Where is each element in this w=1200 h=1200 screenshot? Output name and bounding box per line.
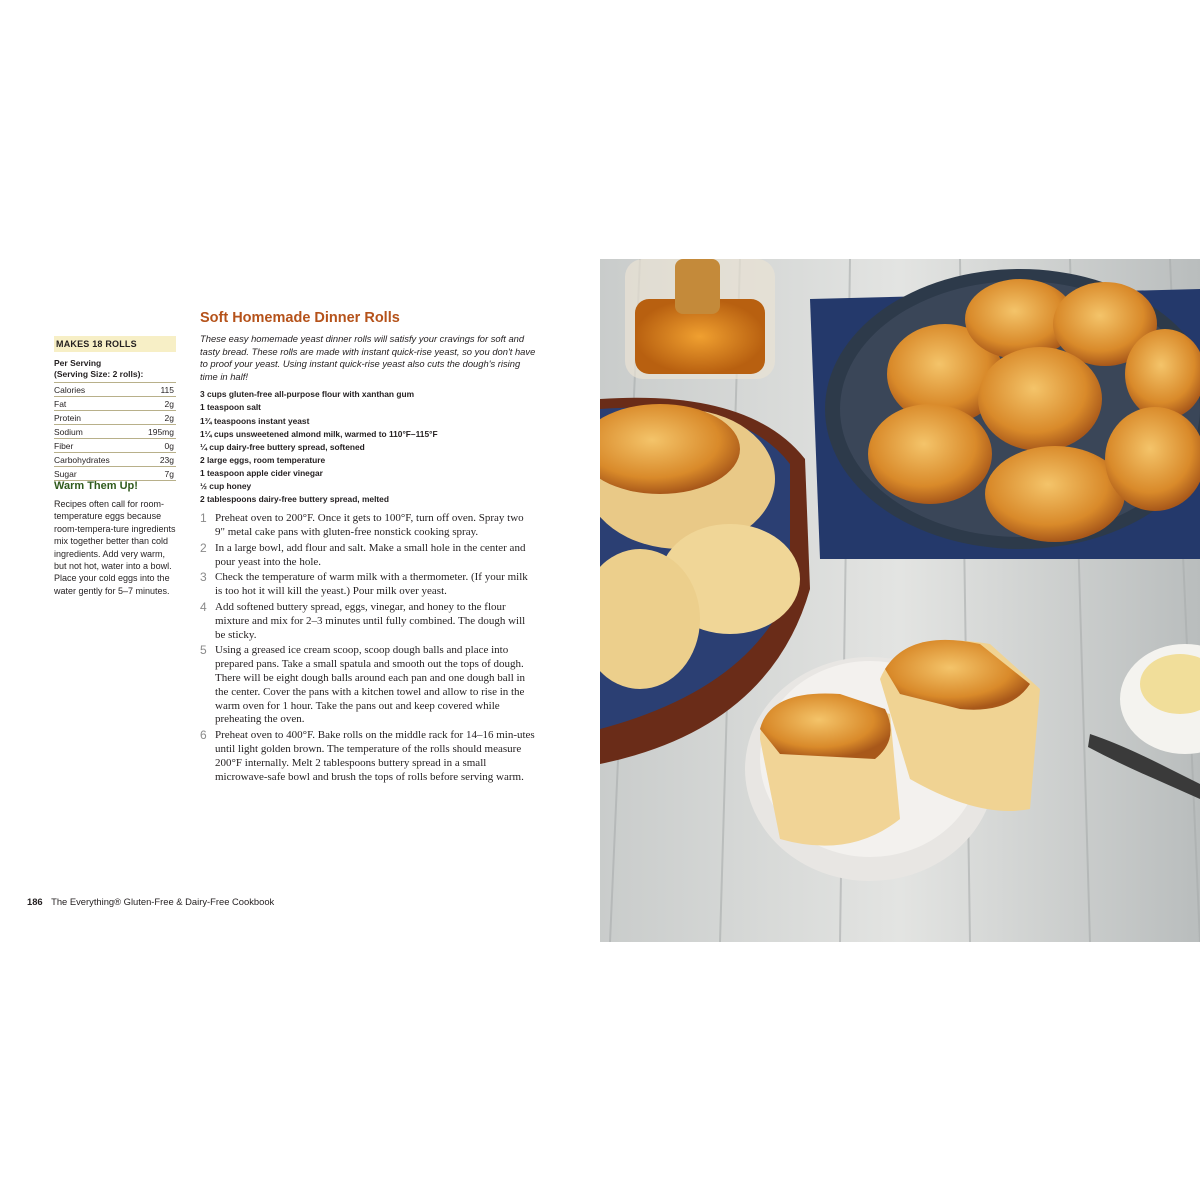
nutrition-box [54, 336, 176, 481]
recipe-photo [600, 259, 1200, 942]
per-serving-heading [54, 358, 176, 380]
tip-body: Recipes often call for room-temperature eggs because room-tempera-ture ingredients mix together better than cold ingredients. Add very warm, but not hot, water into a bowl. Place your cold eggs into the water gently for 5–7 minutes. [54, 499, 176, 596]
tip-box [54, 480, 176, 597]
step-number: 2 [200, 540, 207, 555]
honey-jar [625, 259, 775, 379]
page-number: 186 [27, 896, 43, 907]
step-item [200, 601, 536, 642]
nutrition-row-sodium [54, 425, 176, 439]
step-number: 1 [200, 511, 207, 526]
ingredient-item: 2 tablespoons dairy-free buttery spread, melted [200, 494, 389, 505]
step-number: 3 [200, 570, 207, 585]
nutrition-label: Fat [54, 398, 67, 409]
nutrition-table [54, 382, 176, 481]
step-list [200, 512, 536, 784]
step-item [200, 571, 536, 599]
nutrition-value: 23g [159, 454, 174, 465]
step-item [200, 644, 536, 727]
nutrition-label: Fiber [54, 440, 74, 451]
nutrition-value: 7g [164, 468, 174, 479]
nutrition-value: 195mg [148, 426, 174, 437]
step-number: 5 [200, 643, 207, 658]
tip-title: Warm Them Up! [54, 480, 138, 492]
step-item [200, 512, 536, 540]
nutrition-label: Calories [54, 384, 86, 395]
recipe-title: Soft Homemade Dinner Rolls [200, 310, 400, 326]
nutrition-label: Sodium [54, 426, 83, 437]
ingredient-item: ¼ cup dairy-free buttery spread, softened [200, 441, 365, 452]
step-item [200, 729, 536, 784]
yield-label: MAKES 18 ROLLS [54, 336, 176, 352]
ingredient-item: 2 large eggs, room temperature [200, 454, 326, 465]
ingredient-item: 3 cups gluten-free all-purpose flour with xanthan gum [200, 389, 415, 400]
ingredient-item: 1 teaspoon apple cider vinegar [200, 467, 323, 478]
nutrition-row-carbohydrates [54, 453, 176, 467]
dinner-rolls-illustration [600, 259, 1200, 942]
book-title: The Everything® Gluten-Free & Dairy-Free Cookbook [51, 896, 275, 907]
step-number: 6 [200, 728, 207, 743]
nutrition-label: Sugar [54, 468, 77, 479]
nutrition-row-protein [54, 411, 176, 425]
nutrition-value: 115 [160, 384, 174, 395]
step-text: Add softened buttery spread, eggs, vinegar, and honey to the flour mixture and mix for 2–3 minutes until fully combined. The dough will be sticky. [215, 601, 526, 641]
step-text: In a large bowl, add flour and salt. Make a small hole in the center and pour yeast into the hole. [215, 541, 526, 568]
step-number: 4 [200, 600, 207, 614]
ingredient-list [200, 388, 536, 506]
ingredient-item: 1¾ teaspoons instant yeast [200, 415, 310, 426]
step-text: Check the temperature of warm milk with a thermometer. (If your milk is too hot it will kill the yeast.) Pour milk over yeast. [215, 571, 528, 598]
nutrition-value: 2g [164, 412, 174, 423]
step-item [200, 542, 536, 570]
nutrition-row-calories [54, 382, 176, 397]
step-text: Preheat oven to 400°F. Bake rolls on the middle rack for 14–16 min-utes until light golden brown. The temperature of the rolls should measure 200°F internally. Melt 2 tablespoons buttery spread in a small microwave-safe bowl and brush the tops of rolls before serving warm. [215, 729, 535, 783]
nutrition-value: 0g [164, 440, 174, 451]
step-text: Using a greased ice cream scoop, scoop dough balls and place into prepared pans. Take a small spatula and smooth out the tops of dough. There will be eight dough balls around each pan and one dough ball in the center. Cover the pans with a kitchen towel and allow to rise in the warm oven for 1 hour. Take the pans out and keep covered while preheating the oven. [215, 644, 526, 726]
serving-size-label: (Serving Size: 2 rolls): [54, 369, 144, 379]
nutrition-row-fat [54, 397, 176, 411]
step-text: Preheat oven to 200°F. Once it gets to 100°F, turn off oven. Spray two 9" metal cake pans with gluten-free nonstick cooking spray. [215, 512, 524, 539]
recipe-intro: These easy homemade yeast dinner rolls will satisfy your cravings for soft and tasty bread. These rolls are made with instant quick-rise yeast, so you don't have to proof your yeast. Using instant quick-rise yeast also cuts the dough's rising time in half! [200, 333, 536, 382]
nutrition-label: Carbohydrates [54, 454, 110, 465]
nutrition-row-fiber [54, 439, 176, 453]
per-serving-label: Per Serving [54, 358, 102, 368]
nutrition-value: 2g [164, 398, 174, 409]
ingredient-item: 1¼ cups unsweetened almond milk, warmed to 110°F–115°F [200, 428, 438, 439]
recipe [200, 310, 536, 786]
page-footer [27, 896, 274, 907]
ingredient-item: ½ cup honey [200, 481, 252, 492]
nutrition-label: Protein [54, 412, 81, 423]
nutrition-row-sugar [54, 467, 176, 481]
ingredient-item: 1 teaspoon salt [200, 402, 261, 413]
